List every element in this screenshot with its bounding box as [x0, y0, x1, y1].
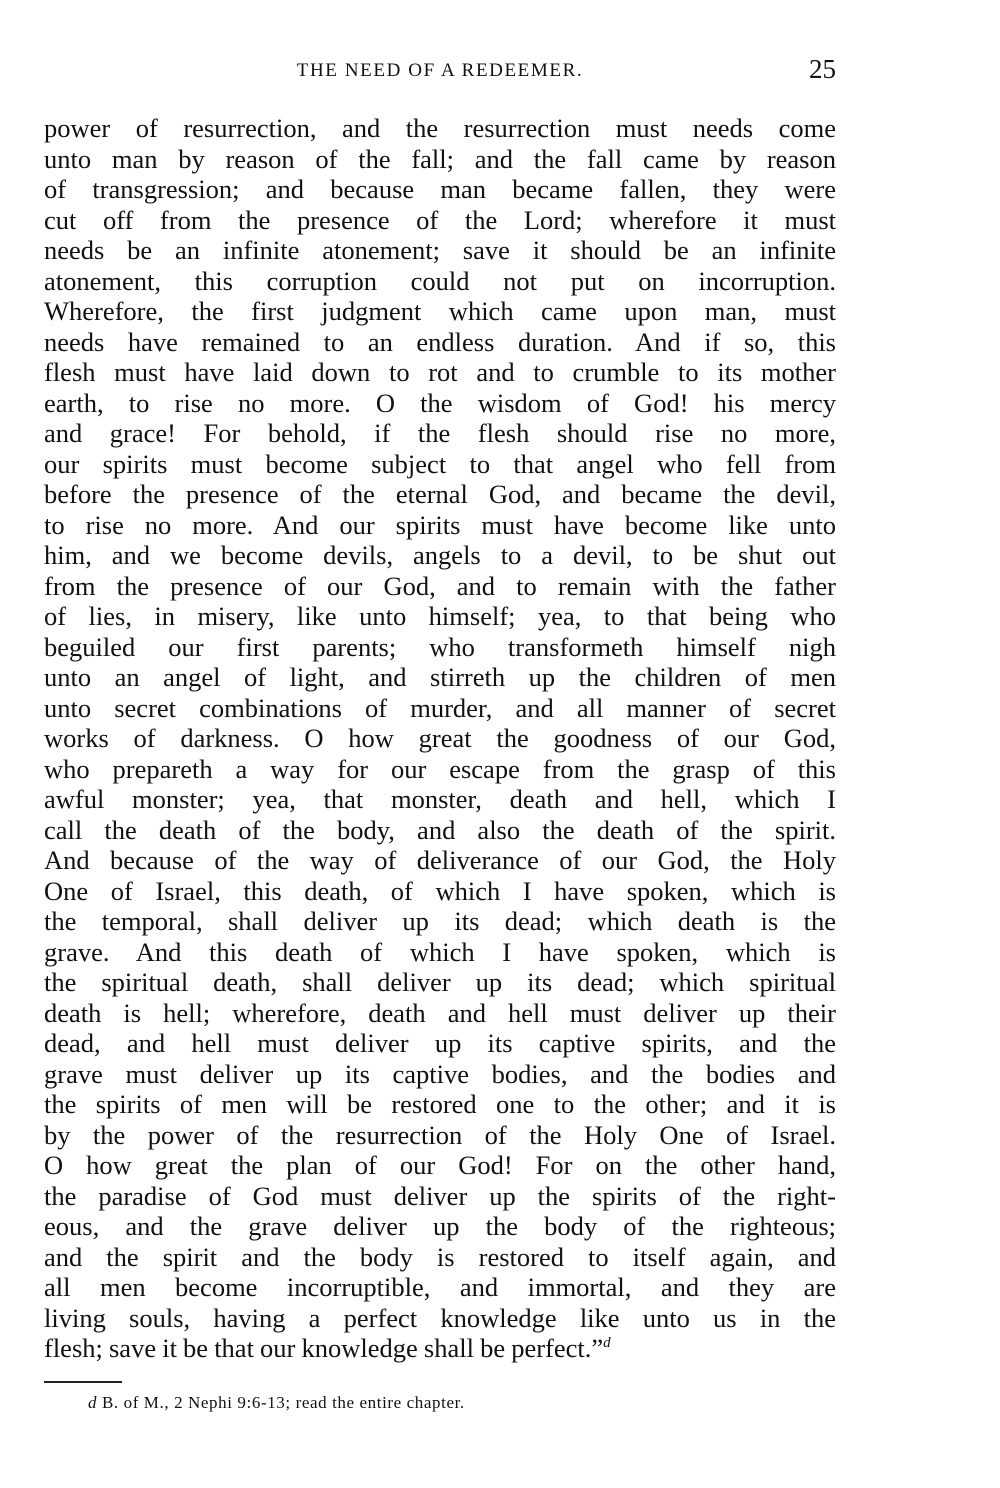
text-line: and the spirit and the body is restored to itself again, and — [44, 1241, 836, 1272]
text-line: of lies, in misery, like unto himself; yea, to that being who — [44, 601, 836, 631]
text-line: our spirits must become subject to that angel who fell from — [44, 448, 836, 479]
text-line: eous, and the grave deliver up the body of the righteous; — [44, 1211, 836, 1241]
text-line: works of darkness. O how great the goodness of our God, — [44, 723, 836, 753]
text-line: living souls, having a perfect knowledge like unto us in the — [44, 1302, 836, 1333]
footnote-reference[interactable]: d — [603, 1335, 611, 1352]
text-line: Wherefore, the first judgment which came upon man, must — [44, 296, 836, 326]
text-line: needs have remained to an endless duration. And if so, this — [44, 326, 836, 357]
footnote — [88, 1393, 465, 1413]
text-line: power of resurrection, and the resurrection must needs come — [44, 113, 836, 143]
text-line: call the death of the body, and also the death of the spirit. — [44, 814, 836, 845]
text-line: unto an angel of light, and stirreth up the children of men — [44, 662, 836, 692]
text-line: atonement, this corruption could not put on incorruption. — [44, 265, 836, 296]
text-line: cut off from the presence of the Lord; wherefore it must — [44, 204, 836, 235]
footnote-text: B. of M., 2 Nephi 9:6-13; read the entire chapter. — [97, 1393, 465, 1412]
last-line-text: flesh; save it be that our knowledge shall be perfect.” — [44, 1333, 604, 1363]
text-line: the spirits of men will be restored one to the other; and it is — [44, 1089, 836, 1119]
text-line: grave. And this death of which I have spoken, which is — [44, 936, 836, 967]
page-number: 25 — [809, 54, 836, 84]
footnote-divider — [44, 1381, 122, 1383]
text-line: the spiritual death, shall deliver up its dead; which spiritual — [44, 967, 836, 997]
body-paragraph — [44, 113, 836, 1364]
running-title: THE NEED OF A REDEEMER. — [296, 60, 584, 81]
text-line: unto man by reason of the fall; and the fall came by reason — [44, 143, 836, 174]
text-line: of transgression; and because man became fallen, they were — [44, 174, 836, 204]
text-line: all men become incorruptible, and immortal, and they are — [44, 1272, 836, 1302]
text-line: the temporal, shall deliver up its dead; which death is the — [44, 906, 836, 936]
text-line: O how great the plan of our God! For on the other hand, — [44, 1150, 836, 1180]
text-line: beguiled our first parents; who transformeth himself nigh — [44, 631, 836, 662]
text-line: flesh must have laid down to rot and to crumble to its mother — [44, 357, 836, 387]
text-line: needs be an infinite atonement; save it should be an infinite — [44, 235, 836, 265]
text-line: And because of the way of deliverance of our God, the Holy — [44, 845, 836, 875]
text-line-last — [44, 1333, 836, 1364]
text-line: death is hell; wherefore, death and hell must deliver up their — [44, 997, 836, 1028]
text-line: grave must deliver up its captive bodies, and the bodies and — [44, 1058, 836, 1089]
text-line: by the power of the resurrection of the Holy One of Israel. — [44, 1119, 836, 1150]
text-line: who prepareth a way for our escape from the grasp of this — [44, 753, 836, 784]
text-line: the paradise of God must deliver up the spirits of the right- — [44, 1180, 836, 1211]
text-line: from the presence of our God, and to remain with the father — [44, 570, 836, 601]
footnote-mark: d — [88, 1393, 98, 1412]
text-line: and grace! For behold, if the flesh should rise no more, — [44, 418, 836, 448]
text-line: One of Israel, this death, of which I have spoken, which is — [44, 875, 836, 906]
text-line: before the presence of the eternal God, and became the devil, — [44, 479, 836, 509]
text-line: to rise no more. And our spirits must have become like unto — [44, 509, 836, 540]
text-line: dead, and hell must deliver up its captive spirits, and the — [44, 1028, 836, 1058]
text-line: unto secret combinations of murder, and all manner of secret — [44, 692, 836, 723]
text-line: him, and we become devils, angels to a devil, to be shut out — [44, 540, 836, 570]
text-line: awful monster; yea, that monster, death and hell, which I — [44, 784, 836, 814]
running-head — [44, 52, 836, 88]
text-line: earth, to rise no more. O the wisdom of God! his mercy — [44, 387, 836, 418]
